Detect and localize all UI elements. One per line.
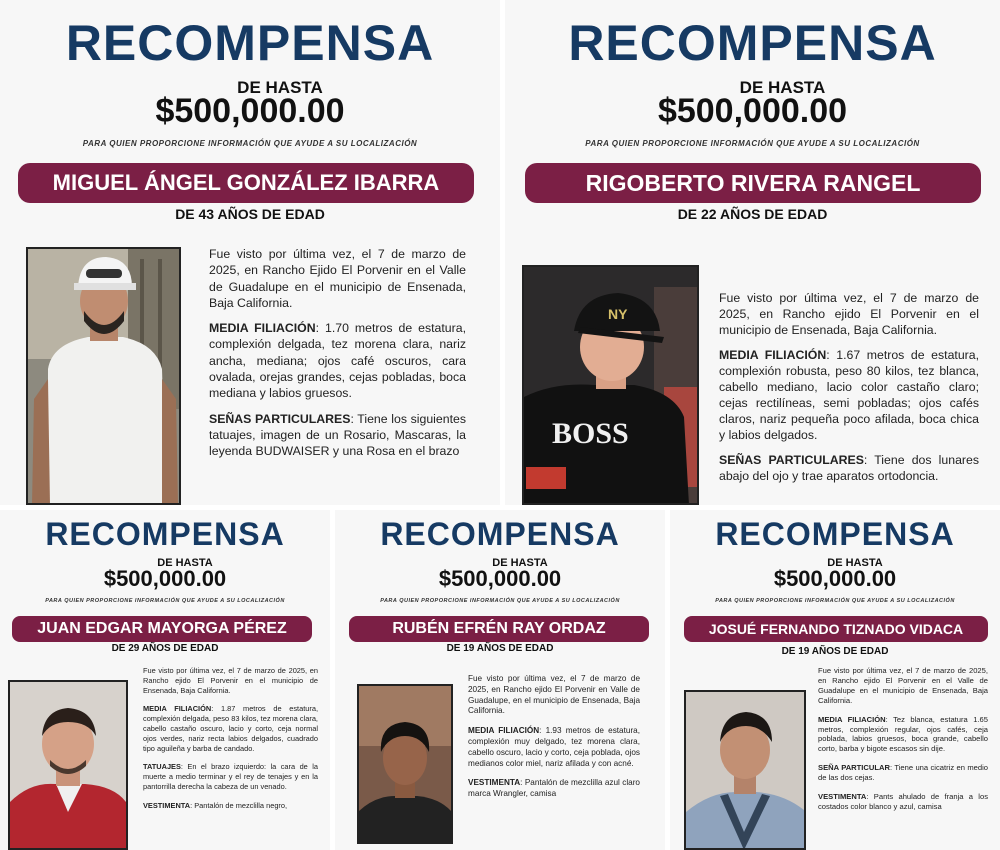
filiacion-label: MEDIA FILIACIÓN xyxy=(143,704,212,714)
filiacion-label: MEDIA FILIACIÓN xyxy=(209,321,316,336)
missing-person-photo xyxy=(26,247,181,505)
de-hasta-label: DE HASTA xyxy=(827,557,883,569)
missing-person-name: JOSUÉ FERNANDO TIZNADO VIDACA xyxy=(684,616,988,642)
senas-label: SEÑAS PARTICULARES xyxy=(209,411,351,426)
person-photo-illustration xyxy=(28,249,179,505)
filiacion-label: MEDIA FILIACIÓN xyxy=(468,726,540,736)
reward-amount: $500,000.00 xyxy=(155,92,345,130)
poster-title: RECOMPENSA xyxy=(380,516,620,552)
distinguishing-marks xyxy=(209,411,466,460)
filiacion-text: : 1.67 metros de estatura, complexión robusta, peso 80 kilos, tez blanca, cabello mediano, lacio color castaño claro; cejas rectilíneas, semi pobladas; ojos cafés claros, nariz pequeña poco afilada, boca chica y labios delgados. xyxy=(719,348,979,442)
filiacion-label: MEDIA FILIACIÓN xyxy=(818,714,886,724)
physical-description xyxy=(719,347,979,443)
last-seen-text: Fue visto por última vez, el 7 de marzo de 2025, en Rancho ejido El Porvenir en el municipio de Ensenada, Baja California. xyxy=(143,666,318,695)
reward-tagline: PARA QUIEN PROPORCIONE INFORMACIÓN QUE AYUDE A SU LOCALIZACIÓN xyxy=(380,598,620,604)
tattoos xyxy=(143,762,318,791)
reward-poster-5 xyxy=(670,510,1000,850)
clothing-label: VESTIMENTA xyxy=(143,800,191,810)
physical-description xyxy=(143,704,318,753)
last-seen-text: Fue visto por última vez, el 7 de marzo de 2025, en Rancho Ejido El Porvenir en el Valle de Guadalupe en el municipio de Ensenada, Baja California. xyxy=(209,247,466,310)
reward-poster-4 xyxy=(335,510,665,850)
missing-person-photo xyxy=(357,684,453,844)
last-seen-text: Fue visto por última vez, el 7 de marzo de 2025, en Rancho ejido El Porvenir en el Valle de Guadalupe en el municipio de Ensenada, Baja California. xyxy=(818,666,988,705)
reward-tagline: PARA QUIEN PROPORCIONE INFORMACIÓN QUE AYUDE A SU LOCALIZACIÓN xyxy=(585,139,920,148)
missing-person-name: RUBÉN EFRÉN RAY ORDAZ xyxy=(349,616,649,642)
distinguishing-marks xyxy=(818,763,988,783)
senas-label: SEÑAS PARTICULARES xyxy=(719,453,864,467)
reward-amount: $500,000.00 xyxy=(657,92,848,130)
last-seen-text: Fue visto por última vez, el 7 de marzo de 2025, en Rancho ejido El Porvenir en Valle de Guadalupe, en el municipio de Ensenada, Baja California. xyxy=(468,674,640,716)
reward-poster-1 xyxy=(0,0,500,505)
de-hasta-label: DE HASTA xyxy=(739,78,826,97)
reward-amount: $500,000.00 xyxy=(103,566,227,591)
clothing-label: VESTIMENTA xyxy=(818,792,867,802)
poster-title: RECOMPENSA xyxy=(568,15,937,71)
missing-person-age: DE 22 AÑOS DE EDAD xyxy=(677,206,828,222)
clothing-text: : Pantalón de mezclilla azul claro marca Wrangler, camisa xyxy=(468,778,640,799)
senas-text: : Tiene los siguientes tatuajes, imagen de un Rosario, Mascaras, la leyenda BUDWAISER y una Rosa en el brazo xyxy=(209,411,466,459)
person-description xyxy=(209,246,466,505)
person-description xyxy=(719,290,979,505)
senas-label: SEÑA PARTICULAR xyxy=(818,763,890,773)
de-hasta-label: DE HASTA xyxy=(492,557,548,569)
clothing xyxy=(818,792,988,812)
person-photo-illustration xyxy=(686,692,804,850)
filiacion-text: : 1.87 metros de estatura, complexión delgada, peso 83 kilos, tez morena clara, cabello castaño oscuro, lacio y corto, ceja normal ojos verdes, nariz recta labios delgados, cuadrado tipo aguileña y barba de candado. xyxy=(143,704,318,753)
clothing xyxy=(468,778,640,800)
poster-title: RECOMPENSA xyxy=(715,516,955,552)
reward-amount: $500,000.00 xyxy=(773,566,897,591)
svg-text:BOSS: BOSS xyxy=(552,417,629,450)
reward-tagline: PARA QUIEN PROPORCIONE INFORMACIÓN QUE AYUDE A SU LOCALIZACIÓN xyxy=(715,598,955,604)
filiacion-text: : Tez blanca, estatura 1.65 metros, complexión regular, ojos cafés, ceja poblada, labios gruesos, boca grande, cabello corto, barba y bigote escasos sin dije. xyxy=(818,714,988,754)
svg-text:NY: NY xyxy=(608,306,628,322)
poster-title: RECOMPENSA xyxy=(45,516,285,552)
reward-tagline: PARA QUIEN PROPORCIONE INFORMACIÓN QUE AYUDE A SU LOCALIZACIÓN xyxy=(45,598,285,604)
last-seen-text: Fue visto por última vez, el 7 de marzo de 2025, en Rancho ejido El Porvenir en el municipio de Ensenada, Baja California. xyxy=(719,291,979,337)
senas-text: : Tiene una cicatriz en medio de las dos cejas. xyxy=(818,763,988,783)
filiacion-text: : 1.93 metros de estatura, complexión muy delgado, tez morena clara, cabello oscuro, lacio y corto, ceja poblada, ojos medianos color miel, nariz afilada y con acné. xyxy=(468,726,640,768)
de-hasta-label: DE HASTA xyxy=(157,557,213,569)
filiacion-label: MEDIA FILIACIÓN xyxy=(719,348,827,362)
person-description xyxy=(143,666,318,850)
person-description xyxy=(468,674,640,850)
senas-text: : Tiene dos lunares abajo del ojo y trae aparatos ortodoncia. xyxy=(719,453,979,483)
person-photo-illustration xyxy=(10,682,126,850)
person-description xyxy=(818,666,988,850)
missing-person-name: JUAN EDGAR MAYORGA PÉREZ xyxy=(12,616,312,642)
reward-poster-3 xyxy=(0,510,330,850)
tattoos-label: TATUAJES xyxy=(143,762,181,772)
reward-tagline: PARA QUIEN PROPORCIONE INFORMACIÓN QUE AYUDE A SU LOCALIZACIÓN xyxy=(82,139,418,148)
missing-person-photo xyxy=(8,680,128,850)
missing-person-age: DE 29 AÑOS DE EDAD xyxy=(111,643,219,654)
missing-person-name: RIGOBERTO RIVERA RANGEL xyxy=(525,163,981,203)
missing-person-photo xyxy=(684,690,806,850)
missing-person-age: DE 19 AÑOS DE EDAD xyxy=(781,646,889,657)
de-hasta-label: DE HASTA xyxy=(237,78,323,97)
reward-amount: $500,000.00 xyxy=(438,566,562,591)
filiacion-text: : 1.70 metros de estatura, complexión delgada, tez morena clara, nariz ancha, mediana; ojos café oscuros, cara ovalada, orejas grandes, cejas pobladas, boca mediana y labios gruesos. xyxy=(209,321,466,401)
clothing-text: : Pantalón de mezclilla negro, xyxy=(190,800,288,810)
tattoos-text: : En el brazo izquierdo: la cara de la muerte a medio terminar y el rey de tenajes y en la pantorrilla derecha la cabeza de un venado. xyxy=(143,762,318,791)
physical-description xyxy=(209,320,466,401)
missing-person-age: DE 43 AÑOS DE EDAD xyxy=(175,206,325,222)
reward-poster-2 xyxy=(505,0,1000,505)
physical-description xyxy=(818,715,988,755)
missing-person-photo xyxy=(522,265,699,505)
clothing-text: : Pants ahulado de franja a los costados color blanco y azul, camisa xyxy=(818,792,988,811)
person-photo-illustration xyxy=(524,267,697,505)
clothing-label: VESTIMENTA xyxy=(468,778,521,788)
missing-person-age: DE 19 AÑOS DE EDAD xyxy=(446,643,554,654)
missing-person-name: MIGUEL ÁNGEL GONZÁLEZ IBARRA xyxy=(18,163,474,203)
physical-description xyxy=(468,726,640,769)
poster-title: RECOMPENSA xyxy=(65,15,435,71)
clothing xyxy=(143,801,318,811)
distinguishing-marks xyxy=(719,452,979,484)
person-photo-illustration xyxy=(359,686,451,844)
